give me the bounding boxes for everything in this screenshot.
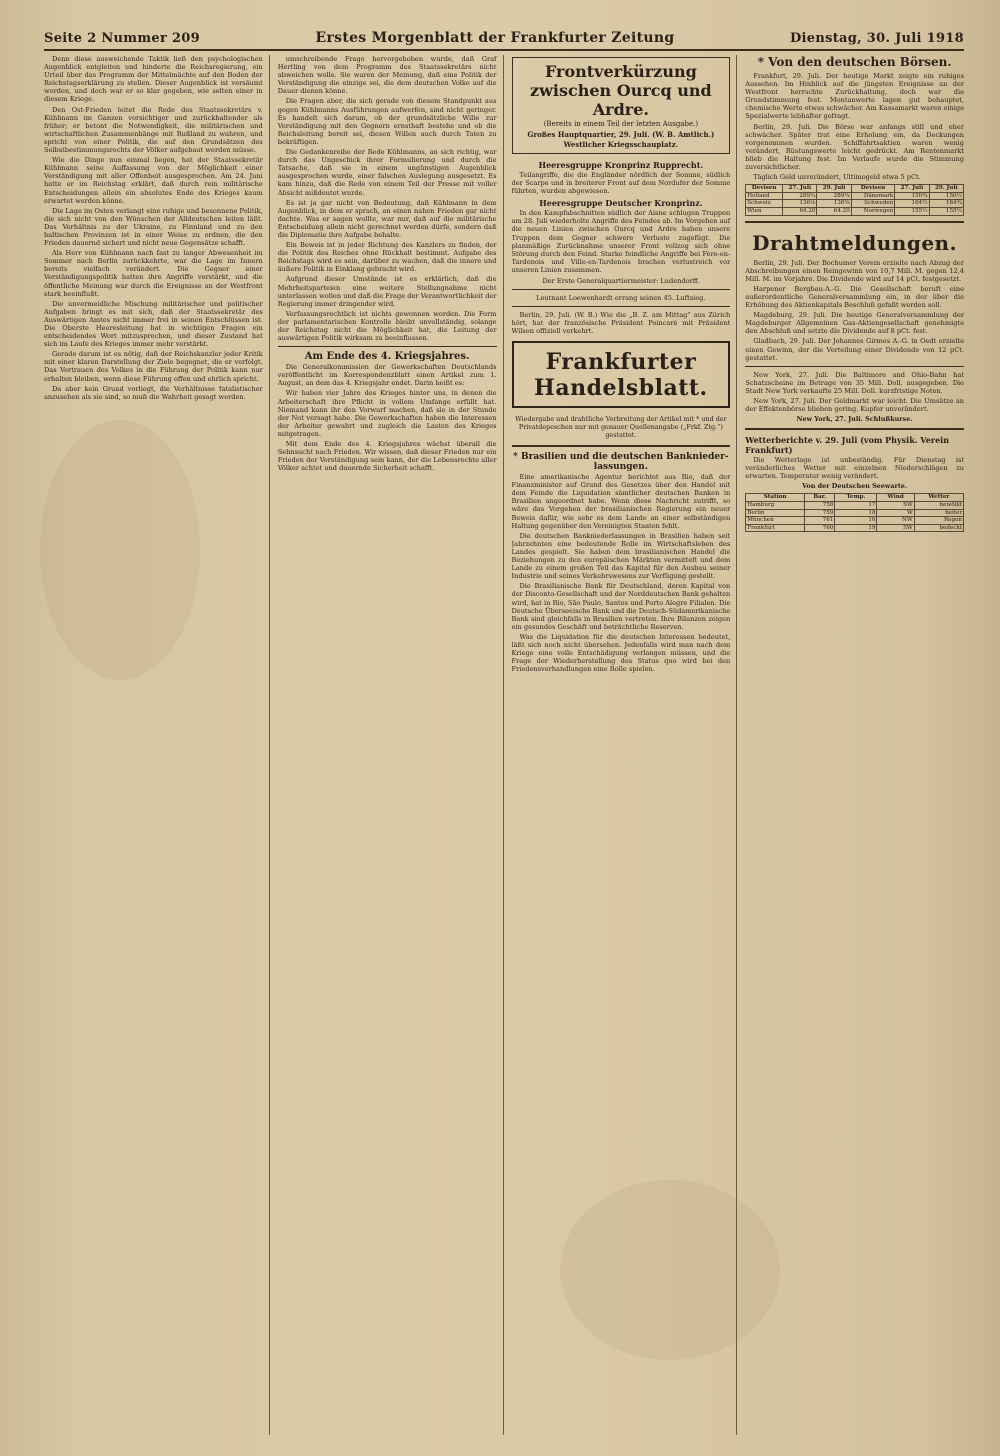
weather-table xyxy=(745,493,964,532)
article-paragraph: In den Kampfabschnitten südlich der Aisne schlugen Truppen am 28. Juli wiederholte Angriffe des Feindes ab. Im Vorgehen auf die neuen Linien zwischen Ourcq und Ardre haben unsere Truppen dem Gegner schwere Verluste zugefügt. Die planmäßige Zurücknahme unserer Front vollzog sich ohne Störung durch den Feind. Starke feindliche Angriffe bei Fère-en-Tardenois und Ville-en-Tardenois brachen verlustreich vor unseren Linien zusammen. xyxy=(511,209,731,274)
exchange-rate-table xyxy=(745,184,964,215)
article-paragraph: Denn diese ausweichende Taktik ließ den psychologischen Augenblick entgleiten und hinderte die Reichsregierung, ein Urteil über das Programm der Mittelmächte auf den Boden der Reichstagserklärung zu stellen. Dieser Augenblick ist versäumt worden, und doch war er so klar gegeben, wie selten einer in diesem Kriege. xyxy=(44,55,263,104)
column-4 xyxy=(745,55,964,1435)
table-cell: 758 xyxy=(805,502,835,510)
kriegsjahr-headline: Am Ende des 4. Kriegsjahres. xyxy=(304,351,470,363)
table-cell: 16 xyxy=(835,517,877,525)
front-dateline: Großes Hauptquartier, 29. Juli. (W. B. Amtlich.) xyxy=(527,130,715,139)
masthead-page-number: Seite 2 Nummer 209 xyxy=(44,31,200,46)
table-cell: bewölkt xyxy=(914,502,963,510)
table-row xyxy=(746,208,964,216)
table-cell: W xyxy=(877,509,914,517)
columns xyxy=(44,55,964,1435)
article-paragraph: Die Brasilianische Bank für Deutschland, deren Kapital von der Disconto-Gesellschaft und der Norddeutschen Bank gehalten wird, hat in Rio, São Paulo, Santos und Porto Alegre Filialen. Die Deutsche Überseeische Bank und die Deutsch-Südamerikanische Bank sind gleichfalls in Brasilien vertreten. Ihre Bilanzen zeigen ein gesundes Geschäft und beträchtliche Reserven. xyxy=(511,582,731,631)
divider xyxy=(512,306,731,307)
article-paragraph: Die Gedankenreihe der Rede Kühlmanns, an sich richtig, war durch das Ungeschick ihrer Formulierung und durch die Tatsache, daß sie in einem ungünstigen Augenblick ausgesprochen wurde, einer falschen Auslegung ausgesetzt. Es kam hinzu, daß die Rede von einem Teil der Presse mit voller Absicht mißdeutet wurde. xyxy=(277,148,497,197)
front-headline: Frontverkürzung zwischen Ourcq und Ardre. xyxy=(530,62,712,119)
table-cell: 155½ xyxy=(895,208,929,216)
table-cell: NW xyxy=(877,517,914,525)
table-header-cell: 27. Juli xyxy=(783,185,817,193)
table-cell: 150½ xyxy=(929,192,963,200)
divider xyxy=(512,289,731,290)
table-cell: Schweiz xyxy=(746,200,783,208)
article-paragraph: Gerade darum ist es nötig, daß der Reichskanzler jeder Kritik mit einer klaren Darstellung der Ziele begegnet, die er verfolgt. Das Vertrauen des Volkes in die Führung der Politik kann nur erhalten bleiben, wenn diese Führung offen und ehrlich spricht. xyxy=(44,350,263,383)
signoff: Der Erste Generalquartiermeister: Ludendorff. xyxy=(542,277,700,286)
article-paragraph: Die Lage im Osten verlangt eine ruhige und besonnene Politik, die sich nicht von den Wünschen der Alldeutschen leiten läßt. Das Verhältnis zu der Ukraine, zu Finnland und zu den baltischen Provinzen ist in einer Weise zu ordnen, die den Frieden dauernd sichert und nicht neue Gegensätze schafft. xyxy=(44,206,263,248)
table-row xyxy=(746,200,964,208)
article-paragraph: Verfassungsrechtlich ist nichts gewonnen worden. Die Form der parlamentarischen Kontrolle bleibt unvollständig, solange der Reichstag nicht die Möglichkeit hat, die Leitung der auswärtigen Politik wirksam zu beeinflussen. xyxy=(277,309,497,343)
article-paragraph: Berlin, 29. Juli. Die Börse war anfangs still und eher schwächer. Später trat eine Erholung ein, da Deckungen vorgenommen wurden. Schiffahrtsaktien waren wenig verändert, Rüstungswerte leicht gedrückt. Am Rentenmarkt blieb die Haltung fest. Im Verlaufe wurde die Stimmung zuversichtlicher. xyxy=(745,122,964,172)
handelsblatt-title: Frankfurter Handelsblatt. xyxy=(534,349,708,402)
article-paragraph: Gladbach, 29. Juli. Der Johannes Girmes A.-G. in Oedt erzielte einen Gewinn, der die Verteilung einer Dividende von 12 pCt. gestattet. xyxy=(745,337,964,362)
divider xyxy=(745,366,964,367)
table-cell: 18 xyxy=(835,509,877,517)
table-row xyxy=(746,502,964,510)
article-paragraph: Eine amerikanische Agentur berichtet aus Rio, daß der Finanzminister auf Grund des Gesetzes über den Handel mit dem Feinde die Liquidation sämtlicher deutschen Banken in Brasilien angeordnet habe. Wenn diese Nachricht zutrifft, so wäre das Vorgehen der brasilianischen Regierung ein neuer Beweis dafür, wie sehr es dem Lande an einer selbständigen Haltung gegenüber den Vereinigten Staaten fehlt. xyxy=(511,473,731,530)
article-paragraph: Die deutschen Bankniederlassungen in Brasilien haben seit Jahrzehnten eine bedeutende Rolle im Wirtschaftsleben des Landes gespielt. Sie haben dem brasilianischen Handel die Beziehungen zu den europäischen Märkten vermittelt und dem Lande zu einem großen Teil das Kapital für den Ausbau seiner Industrie und seines Verkehrswesens zur Verfügung gestellt. xyxy=(511,531,731,581)
table-cell: 136⅛ xyxy=(783,200,817,208)
divider xyxy=(278,346,497,347)
bank-headline: * Brasilien und die deutschen Banknieder-lassungen. xyxy=(513,452,729,473)
article-paragraph: Teilangriffe, die die Engländer nördlich der Somme, südlich der Scarpe und in breiterer Front auf dem Nordufer der Somme führten, wurden abgewiesen. xyxy=(511,171,731,196)
table-cell: 19 xyxy=(835,524,877,532)
article-paragraph: New York, 27. Juli. Der Geldmarkt war leicht. Die Umsätze an der Effektenbörse blieben gering. Kupfer unverändert. xyxy=(745,397,964,414)
table-cell: 759 xyxy=(805,509,835,517)
article-paragraph: Als Herr von Kühlmann nach fast zu langer Abwesenheit im Sommer nach Berlin zurückkehrte, war die Lage im Innern bereits vielfach verändert. Die Gegner einer Verständigungspolitik hatten ihre Angriffe verstärkt, und die öffentliche Meinung war durch die Ereignisse an der Westfront stark beeinflußt. xyxy=(44,249,263,298)
article-paragraph: Den Ost-Frieden leitet die Rede des Staatssekretärs v. Kühlmann im Ganzen vorsichtiger und zurückhaltender als früher; er betont die Notwendigkeit, die militärischen und wirtschaftlichen Zusammenhänge mit Rußland zu wahren, und spricht von einer Politik, die auf den Grundsätzen des Selbstbestimmungsrechts der Völker aufgebaut werden müsse. xyxy=(44,105,263,155)
article-paragraph: Aufgrund dieser Umstände ist es erklärlich, daß die Mehrheitsparteien eine weitere Stellungnahme nicht unterlassen wollen und daß die Frage der Verantwortlichkeit der Regierung immer dringender wird. xyxy=(277,275,497,308)
table-header-cell: Devisen xyxy=(851,185,895,193)
table-cell: bedeckt xyxy=(914,524,963,532)
table-cell: Wien xyxy=(746,208,783,216)
table-cell: heiter xyxy=(914,509,963,517)
article-paragraph: Ein Beweis ist in jeder Richtung des Kanzlers zu finden, der die Politik des Reiches ohne Rückhalt bestimmt. Aufgabe des Reichstags wird es sein, darüber zu wachen, daß die innere und äußere Politik in Einklang gebracht wird. xyxy=(277,241,497,274)
table-header-cell: 27. Juli xyxy=(895,185,929,193)
ny-quotes-title: New York, 27. Juli. Schlußkurse. xyxy=(796,415,913,424)
divider xyxy=(745,428,964,430)
table-header-cell: Station xyxy=(746,494,805,502)
handelsblatt-subline: Wiedergabe und drahtliche Verbreitung der Artikel mit * und der Privatdepeschen nur mit genauer Quellenangabe („Frkf. Ztg.“) gestattet. xyxy=(515,414,727,439)
table-cell: 155½ xyxy=(929,208,963,216)
table-header-cell: 29. Juli xyxy=(817,185,851,193)
table-cell: Regen xyxy=(914,517,963,525)
table-cell: Berlin xyxy=(746,509,805,517)
table-header-cell: Bar. xyxy=(805,494,835,502)
article-paragraph: Wie die Dinge nun einmal liegen, hat der Staatssekretär Kühlmann seine Auffassung von der Möglichkeit einer Verständigung mit aller Offenheit ausgesprochen. Am 24. Juni hatte er im Reichstag erklärt, daß durch rein militärische Entscheidungen allein ein absolutes Ende des Krieges kaum erwartet werden könne. xyxy=(44,156,263,205)
column-2 xyxy=(278,55,504,1435)
table-cell: 150¾ xyxy=(895,192,929,200)
table-cell: Holland xyxy=(746,192,783,200)
table-cell: Frankfurt xyxy=(746,524,805,532)
masthead-title: Erstes Morgenblatt der Frankfurter Zeitung xyxy=(315,30,675,46)
table-header-cell: Wind xyxy=(877,494,914,502)
table-cell: München xyxy=(746,517,805,525)
table-header-cell: Wetter xyxy=(914,494,963,502)
drahtmeldungen-headline: Drahtmeldungen. xyxy=(752,230,958,255)
table-row xyxy=(746,192,964,200)
front-subline: (Bereits in einem Teil der letzten Ausgabe.) xyxy=(543,120,699,128)
table-cell: 289¼ xyxy=(783,192,817,200)
divider xyxy=(512,445,731,447)
table-row xyxy=(746,517,964,525)
article-paragraph: Die Wetterlage ist unbeständig. Für Dienstag ist veränderliches Wetter mit einzelnen Niederschlägen zu erwarten. Temperatur wenig verändert. xyxy=(745,456,964,481)
table-cell: Schweden xyxy=(851,200,895,208)
table-cell: Norwegen xyxy=(851,208,895,216)
table-row xyxy=(746,524,964,532)
masthead xyxy=(44,30,964,51)
army-group-heading: Heeresgruppe Deutscher Kronprinz. xyxy=(539,198,703,209)
article-paragraph: Magdeburg, 29. Juli. Die heutige Generalversammlung der Magdeburger Allgemeinen Gas-Aktiengesellschaft genehmigte den Abschluß und setzte die Dividende auf 8 pCt. fest. xyxy=(745,311,964,336)
table-header-cell: Devisen xyxy=(746,185,783,193)
article-paragraph: Die unvermeidliche Mischung militärischer und politischer Aufgaben bringt es mit sich, daß der Staatssekretär des Auswärtigen Amtes nicht immer frei in seinen Entschlüssen ist. Die Oberste Heeresleitung hat in wichtigen Fragen ein entscheidendes Wort mitzusprechen, und dieser Zustand hat sich im Laufe des Krieges immer mehr verstärkt. xyxy=(44,299,263,349)
table-cell: 64.20 xyxy=(783,208,817,216)
article-paragraph: Harpener Bergbau-A.-G. Die Gesellschaft beruft eine außerordentliche Generalversammlung ein, in der über die Erhöhung des Aktienkapitals Beschluß gefaßt werden soll. xyxy=(745,284,964,310)
article-paragraph: Wir haben vier Jahre des Krieges hinter uns, in denen die Arbeiterschaft ihre Pflicht in vollem Umfange erfüllt hat. Niemand kann ihr den Vorwurf machen, daß sie in der Stunde der Not versagt habe. Die Gewerkschaften haben die Interessen der Arbeiter gewahrt und zugleich die Lasten des Krieges mitgetragen. xyxy=(277,389,497,438)
table-cell: 64.20 xyxy=(817,208,851,216)
air-victory-note: Leutnant Loewenhardt errang seinen 45. Luftsieg. xyxy=(536,294,706,303)
table-cell: 164½ xyxy=(895,200,929,208)
table-cell: SW xyxy=(877,524,914,532)
article-paragraph: Was die Liquidation für die deutschen Interessen bedeutet, läßt sich noch nicht übersehen. Jedenfalls wird man nach dem Kriege eine volle Entschädigung verlangen müssen, und die Frage der Wiederherstellung des Status quo wird bei den Friedensverhandlungen eine Rolle spielen. xyxy=(511,632,731,674)
masthead-date: Dienstag, 30. Juli 1918 xyxy=(789,31,964,46)
article-paragraph: Die Generalkommission der Gewerkschaften Deutschlands veröffentlicht im Korrespondenzblatt einen Artikel zum 1. August, an dem das 4. Kriegsjahr endet. Darin heißt es: xyxy=(277,363,497,388)
weather-headline: Wetterberichte v. 29. Juli (vom Physik. Verein Frankfurt) xyxy=(745,435,950,456)
article-paragraph: New York, 27. Juli. Die Baltimore and Ohio-Bahn hat Schatzscheine im Betrage von 35 Mill. Doll. ausgegeben. Die Stadt New York verkaufte 25 Mill. Doll. kurzfristige Noten. xyxy=(745,370,964,395)
table-cell: 17 xyxy=(835,502,877,510)
article-paragraph: Da aber kein Grund vorliegt, die Verhältnisse fatalistischer anzusehen als sie sind, so muß die Wahrheit gesagt werden. xyxy=(44,384,263,401)
article-paragraph: Berlin, 29. Juli. Der Bochumer Verein erzielte nach Abzug der Abschreibungen einen Reingewinn von 10,7 Mill. M. gegen 12,4 Mill. M. im Vorjahre. Die Dividende wird auf 14 pCt. festgesetzt. xyxy=(745,258,964,283)
table-header-row xyxy=(746,494,964,502)
table-cell: 289¾ xyxy=(817,192,851,200)
article-paragraph: Es ist ja gar nicht von Bedeutung, daß Kühlmann in dem Augenblick, in dem er sprach, an einen nahen Frieden gar nicht dachte. Was er sagen wollte, war nur, daß auf die militärische Entscheidung allein nicht gerechnet werden dürfe, sondern daß die Diplomatie ihre Aufgabe behalte. xyxy=(277,198,497,239)
divider xyxy=(745,221,964,223)
army-group-heading: Heeresgruppe Kronprinz Rupprecht. xyxy=(538,160,704,170)
table-cell: 761 xyxy=(805,517,835,525)
article-paragraph: Berlin, 29. Juli. (W. B.) Wie die „B. Z. am Mittag“ aus Zürich hört, hat der französische Präsident Poincaré mit Präsident Wilson offiziell verkehrt. xyxy=(511,311,731,336)
article-paragraph: Frankfurt, 29. Juli. Der heutige Markt zeigte ein ruhiges Aussehen. Im Hinblick auf die jüngsten Ereignisse an der Westfront herrschte Zurückhaltung, doch war die Grundstimmung fest. Montanwerte lagen gut behauptet, chemische Werte etwas schwächer. Am Kassamarkt waren einige Spezialwerte lebhafter gefragt. xyxy=(745,72,964,121)
column-1 xyxy=(44,55,270,1435)
table-cell: 760 xyxy=(805,524,835,532)
table-header-cell: Temp. xyxy=(835,494,877,502)
front-headline-box xyxy=(512,57,731,154)
table-header-row xyxy=(746,185,964,193)
table-cell: 136⅜ xyxy=(817,200,851,208)
article-paragraph: umschreibende Frage hervorgehoben wurde, daß Graf Hertling von dem Programm des Staatssekretärs nicht abweichen wolle. Sie waren der Meinung, daß eine Politik der Verständigung die einzige sei, die dem deutschen Volke auf die Dauer dienen könne. xyxy=(277,55,497,96)
handelsblatt-banner xyxy=(512,341,731,408)
table-cell: Hamburg xyxy=(746,502,805,510)
article-paragraph: Die Fragen aber, die sich gerade von diesem Standpunkt aus gegen Kühlmanns Ausführungen aufwerfen, sind nicht geringer. Es handelt sich darum, ob der grundsätzliche Wille zur Verständigung mit den Gegnern ernsthaft bestehe und ob die Reichsleitung bereit sei, diesen Willen auch durch Taten zu bekräftigen. xyxy=(277,97,497,146)
front-section: Westlicher Kriegsschauplatz. xyxy=(563,140,679,149)
table-header-cell: 29. Juli xyxy=(929,185,963,193)
article-paragraph: Mit dem Ende des 4. Kriegsjahres wächst überall die Sehnsucht nach Frieden. Wir wissen, daß dieser Frieden nur ein Frieden der Verständigung sein kann, der die Lebensrechte aller Völker achtet und dauernde Sicherheit schafft. xyxy=(277,440,497,473)
boersen-headline: * Von den deutschen Börsen. xyxy=(757,55,952,69)
column-3 xyxy=(512,55,738,1435)
table-row xyxy=(746,509,964,517)
article-paragraph: Täglich Geld unverändert, Ultimogeld etwa 5 pCt. xyxy=(753,173,921,182)
table-cell: SW xyxy=(877,502,914,510)
table-cell: 164¾ xyxy=(929,200,963,208)
table-cell: Dänemark xyxy=(851,192,895,200)
weather-subheading: Von der Deutschen Seewarte. xyxy=(802,482,908,491)
